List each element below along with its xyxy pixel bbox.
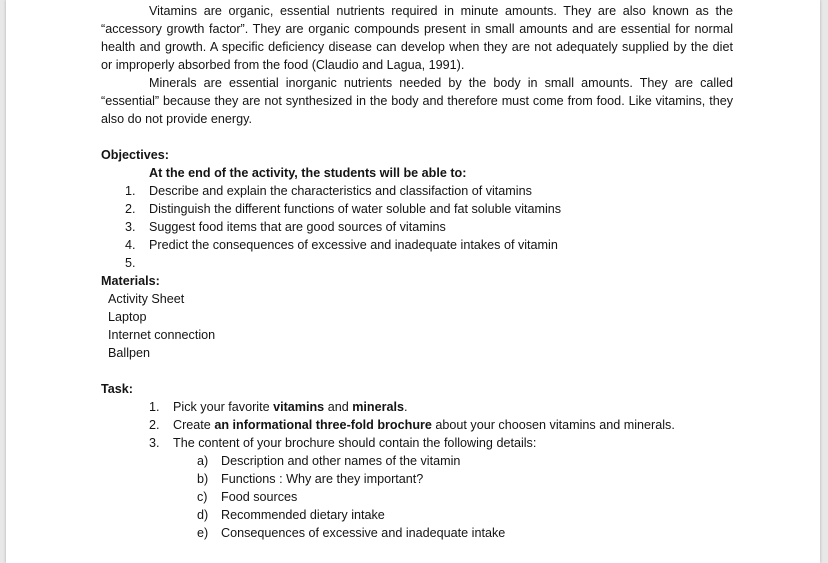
minerals-bold: minerals: [352, 400, 405, 414]
material-item: Ballpen: [108, 346, 151, 360]
minerals-paragraph: Minerals are essential inorganic nutrients needed by the body in small amounts. They are called “essential” because they are not synthesized in the body and therefore must come from food. Like vitamins, they also do not provide energy.: [101, 76, 733, 126]
task-text: The content of your brochure should contain the following details:: [173, 436, 537, 450]
objectives-heading: Objectives:: [101, 148, 169, 162]
task-item: [101, 434, 733, 452]
detail-letter: e): [197, 526, 209, 540]
detail-letter: d): [197, 508, 209, 522]
document-page: [6, 0, 820, 563]
brochure-details-list: [101, 452, 733, 542]
materials-list: [101, 290, 733, 362]
objective-number: 4.: [125, 238, 136, 252]
vitamins-paragraph: Vitamins are organic, essential nutrients required in minute amounts. They are also known as the “accessory growth factor”. They are organic compounds present in small amounts and are essential for normal health and growth. A specific deficiency disease can develop when they are not adequately supplied by the diet or improperly absorbed from the food (Claudio and Lagua, 1991).: [101, 4, 733, 72]
task-item: [101, 416, 733, 434]
objective-text: Distinguish the different functions of water soluble and fat soluble vitamins: [149, 202, 562, 216]
objectives-subheading: At the end of the activity, the students will be able to:: [149, 166, 467, 180]
detail-text: Consequences of excessive and inadequate intake: [221, 526, 506, 540]
detail-text: Food sources: [221, 490, 298, 504]
detail-item: [101, 506, 733, 524]
task-heading: Task:: [101, 382, 133, 396]
detail-letter: b): [197, 472, 209, 486]
detail-letter: a): [197, 454, 209, 468]
detail-item: [101, 470, 733, 488]
task-text: Pick your favorite vitamins and minerals.: [173, 400, 408, 414]
detail-item: [101, 452, 733, 470]
objective-item: [101, 236, 733, 254]
objective-item: [101, 218, 733, 236]
task-number: 2.: [149, 418, 160, 432]
detail-item: [101, 524, 733, 542]
objective-text: Describe and explain the characteristics and classifaction of vitamins: [149, 184, 532, 198]
task-list: [101, 398, 733, 452]
detail-letter: c): [197, 490, 208, 504]
objective-number: 3.: [125, 220, 136, 234]
task-text: Create an informational three-fold brochure about your choosen vitamins and minerals.: [173, 418, 675, 432]
document-body: [101, 2, 733, 542]
objective-text: Predict the consequences of excessive and inadequate intakes of vitamin: [149, 238, 558, 252]
materials-heading: Materials:: [101, 274, 160, 288]
objective-item: [101, 254, 733, 272]
detail-item: [101, 488, 733, 506]
task-number: 1.: [149, 400, 160, 414]
task-item: [101, 398, 733, 416]
objective-item: [101, 200, 733, 218]
task-number: 3.: [149, 436, 160, 450]
brochure-bold: an informational three-fold brochure: [214, 418, 432, 432]
vitamins-bold: vitamins: [273, 400, 325, 414]
objectives-list: [101, 182, 733, 272]
objective-text: [149, 256, 153, 270]
detail-text: Recommended dietary intake: [221, 508, 385, 522]
objective-item: [101, 182, 733, 200]
material-item: Internet connection: [108, 328, 216, 342]
objective-number: 2.: [125, 202, 136, 216]
objective-number: 5.: [125, 256, 136, 270]
material-item: Laptop: [108, 310, 147, 324]
detail-text: Functions : Why are they important?: [221, 472, 424, 486]
objective-text: Suggest food items that are good sources of vitamins: [149, 220, 446, 234]
objective-number: 1.: [125, 184, 136, 198]
material-item: Activity Sheet: [108, 292, 185, 306]
detail-text: Description and other names of the vitamin: [221, 454, 461, 468]
